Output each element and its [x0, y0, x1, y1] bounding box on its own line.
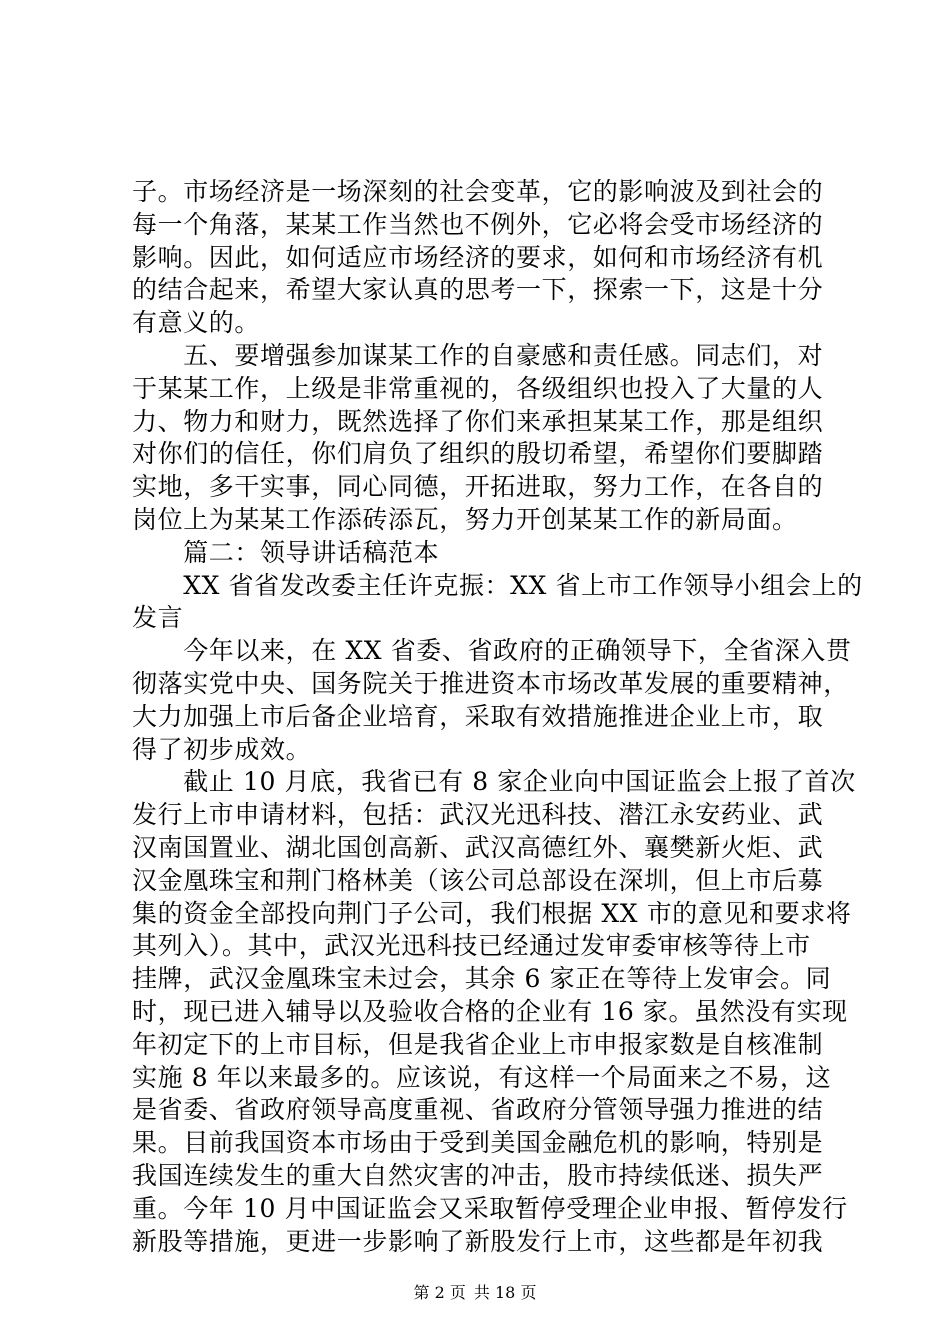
text-line: 是省委、省政府领导高度重视、省政府分管领导强力推进的结	[132, 1095, 824, 1125]
text-line: 重。今年 10 月中国证监会又采取暂停受理企业申报、暂停发行	[132, 1193, 848, 1223]
text-line: 子。市场经济是一场深刻的社会变革，它的影响波及到社会的	[132, 177, 824, 206]
text-line: XX 省省发改委主任许克振：XX 省上市工作领导小组会上的	[132, 570, 863, 600]
text-line: 发言	[132, 603, 184, 633]
text-line: 的结合起来，希望大家认真的思考一下，探索一下，这是十分	[132, 275, 824, 305]
document-body	[132, 176, 863, 1258]
text-line: 汉南国置业、湖北国创高新、武汉高德红外、襄樊新火炬、武	[132, 832, 824, 862]
text-line: 力、物力和财力，既然选择了你们来承担某某工作，那是组织	[132, 406, 824, 436]
text-line: 大力加强上市后备企业培育，采取有效措施推进企业上市，取	[132, 701, 824, 731]
text-line: 时，现已进入辅导以及验收合格的企业有 16 家。虽然没有实现	[132, 996, 848, 1026]
text-line: 篇二：领导讲话稿范本	[132, 537, 440, 567]
text-line: 每一个角落，某某工作当然也不例外，它必将会受市场经济的	[132, 209, 824, 239]
page-total: 共 18 页	[473, 1283, 537, 1302]
text-line: 五、要增强参加谋某工作的自豪感和责任感。同志们，对	[132, 340, 824, 370]
text-line: 于某某工作，上级是非常重视的，各级组织也投入了大量的人	[132, 373, 824, 403]
text-line: 岗位上为某某工作添砖添瓦，努力开创某某工作的新局面。	[132, 504, 798, 534]
text-line: 其列入）。其中，武汉光迅科技已经通过发审委审核等待上市	[132, 931, 811, 961]
text-line: 实施 8 年以来最多的。应该说，有这样一个局面来之不易，这	[132, 1062, 832, 1092]
text-line: 新股等措施，更进一步影响了新股发行上市，这些都是年初我	[132, 1226, 824, 1256]
text-line: 截止 10 月底，我省已有 8 家企业向中国证监会上报了首次	[132, 767, 856, 797]
text-line: 发行上市申请材料，包括：武汉光迅科技、潜江永安药业、武	[132, 800, 824, 830]
text-line: 得了初步成效。	[132, 734, 312, 764]
text-line: 集的资金全部投向荆门子公司，我们根据 XX 市的意见和要求将	[132, 898, 852, 928]
text-line: 果。目前我国资本市场由于受到美国金融危机的影响，特别是	[132, 1128, 824, 1158]
page-footer	[0, 1283, 950, 1303]
text-line: 对你们的信任，你们肩负了组织的殷切希望，希望你们要脚踏	[132, 439, 824, 469]
text-line: 彻落实党中央、国务院关于推进资本市场改革发展的重要精神，	[132, 668, 849, 698]
text-line: 实地，多干实事，同心同德，开拓进取，努力工作，在各自的	[132, 472, 824, 502]
text-line: 今年以来，在 XX 省委、省政府的正确领导下，全省深入贯	[132, 636, 852, 666]
text-line: 挂牌，武汉金凰珠宝未过会，其余 6 家正在等待上发审会。同	[132, 964, 832, 994]
page-number: 第 2 页	[413, 1283, 466, 1302]
text-line: 影响。因此，如何适应市场经济的要求，如何和市场经济有机	[132, 242, 824, 272]
text-line: 汉金凰珠宝和荆门格林美（该公司总部设在深圳，但上市后募	[132, 865, 824, 895]
text-line: 有意义的。	[132, 308, 261, 338]
text-line: 我国连续发生的重大自然灾害的冲击，股市持续低迷、损失严	[132, 1160, 824, 1190]
text-line: 年初定下的上市目标，但是我省企业上市申报家数是自核准制	[132, 1029, 824, 1059]
